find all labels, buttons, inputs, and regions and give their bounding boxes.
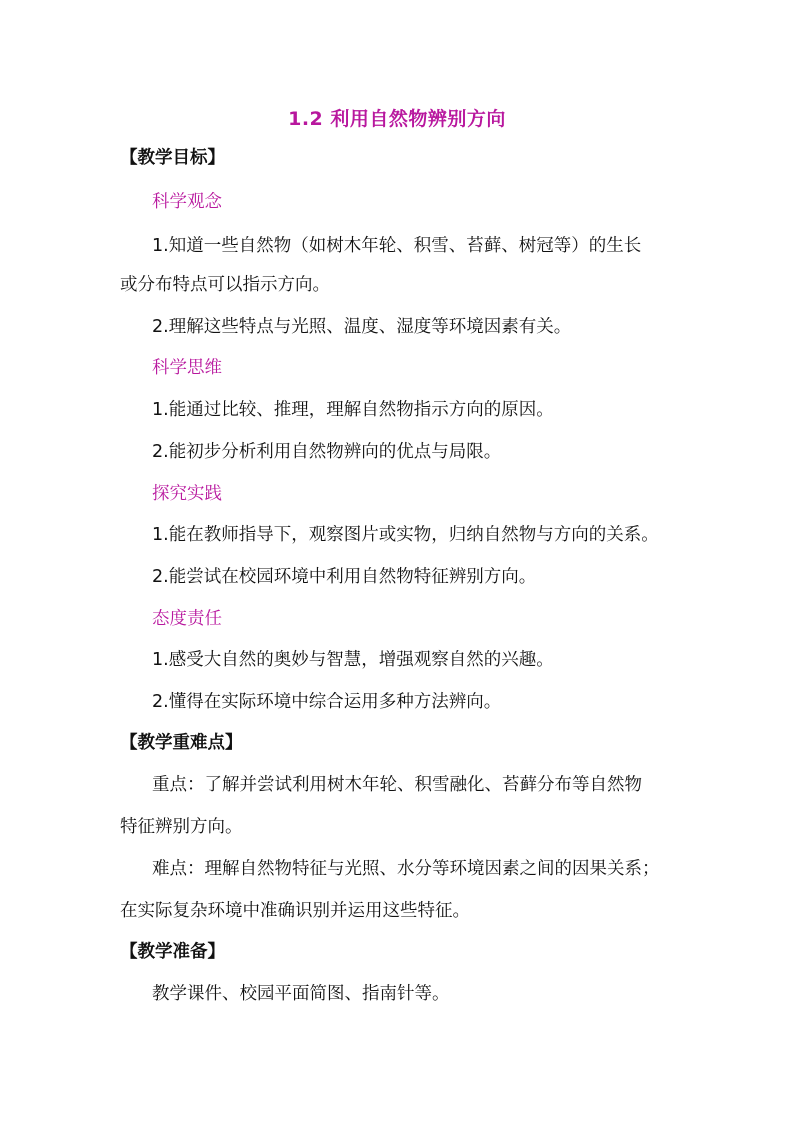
thinking-item-1: 1.能通过比较、推理，理解自然物指示方向的原因。	[152, 400, 554, 420]
focus-line-1: 重点：了解并尝试利用树木年轮、积雪融化、苔藓分布等自然物	[152, 775, 642, 795]
difficulty-line-2: 在实际复杂环境中准确识别并运用这些特征。	[120, 901, 470, 921]
practice-item-2: 2.能尝试在校园环境中利用自然物特征辨别方向。	[152, 567, 537, 587]
practice-subheading: 探究实践	[152, 484, 222, 504]
attitude-item-2: 2.懂得在实际环境中综合运用多种方法辨向。	[152, 692, 502, 712]
objectives-heading: 【教学目标】	[120, 148, 225, 168]
practice-item-1: 1.能在教师指导下，观察图片或实物，归纳自然物与方向的关系。	[152, 525, 659, 545]
difficulty-line-1: 难点：理解自然物特征与光照、水分等环境因素之间的因果关系；	[152, 859, 660, 879]
preparation-heading: 【教学准备】	[120, 942, 225, 962]
preparation-content: 教学课件、校园平面简图、指南针等。	[152, 984, 450, 1004]
concept-item-2: 2.理解这些特点与光照、温度、湿度等环境因素有关。	[152, 317, 572, 337]
attitude-item-1: 1.感受大自然的奥妙与智慧，增强观察自然的兴趣。	[152, 650, 554, 670]
document-title: 1.2 利用自然物辨别方向	[288, 108, 506, 130]
attitude-subheading: 态度责任	[152, 609, 222, 629]
concept-item-1-line-2: 或分布特点可以指示方向。	[120, 275, 330, 295]
thinking-subheading: 科学思维	[152, 358, 222, 378]
concept-item-1-line-1: 1.知道一些自然物（如树木年轮、积雪、苔藓、树冠等）的生长	[152, 236, 642, 256]
thinking-item-2: 2.能初步分析利用自然物辨向的优点与局限。	[152, 442, 502, 462]
concept-subheading: 科学观念	[152, 192, 222, 212]
focus-line-2: 特征辨别方向。	[120, 817, 243, 837]
key-points-heading: 【教学重难点】	[120, 733, 243, 753]
